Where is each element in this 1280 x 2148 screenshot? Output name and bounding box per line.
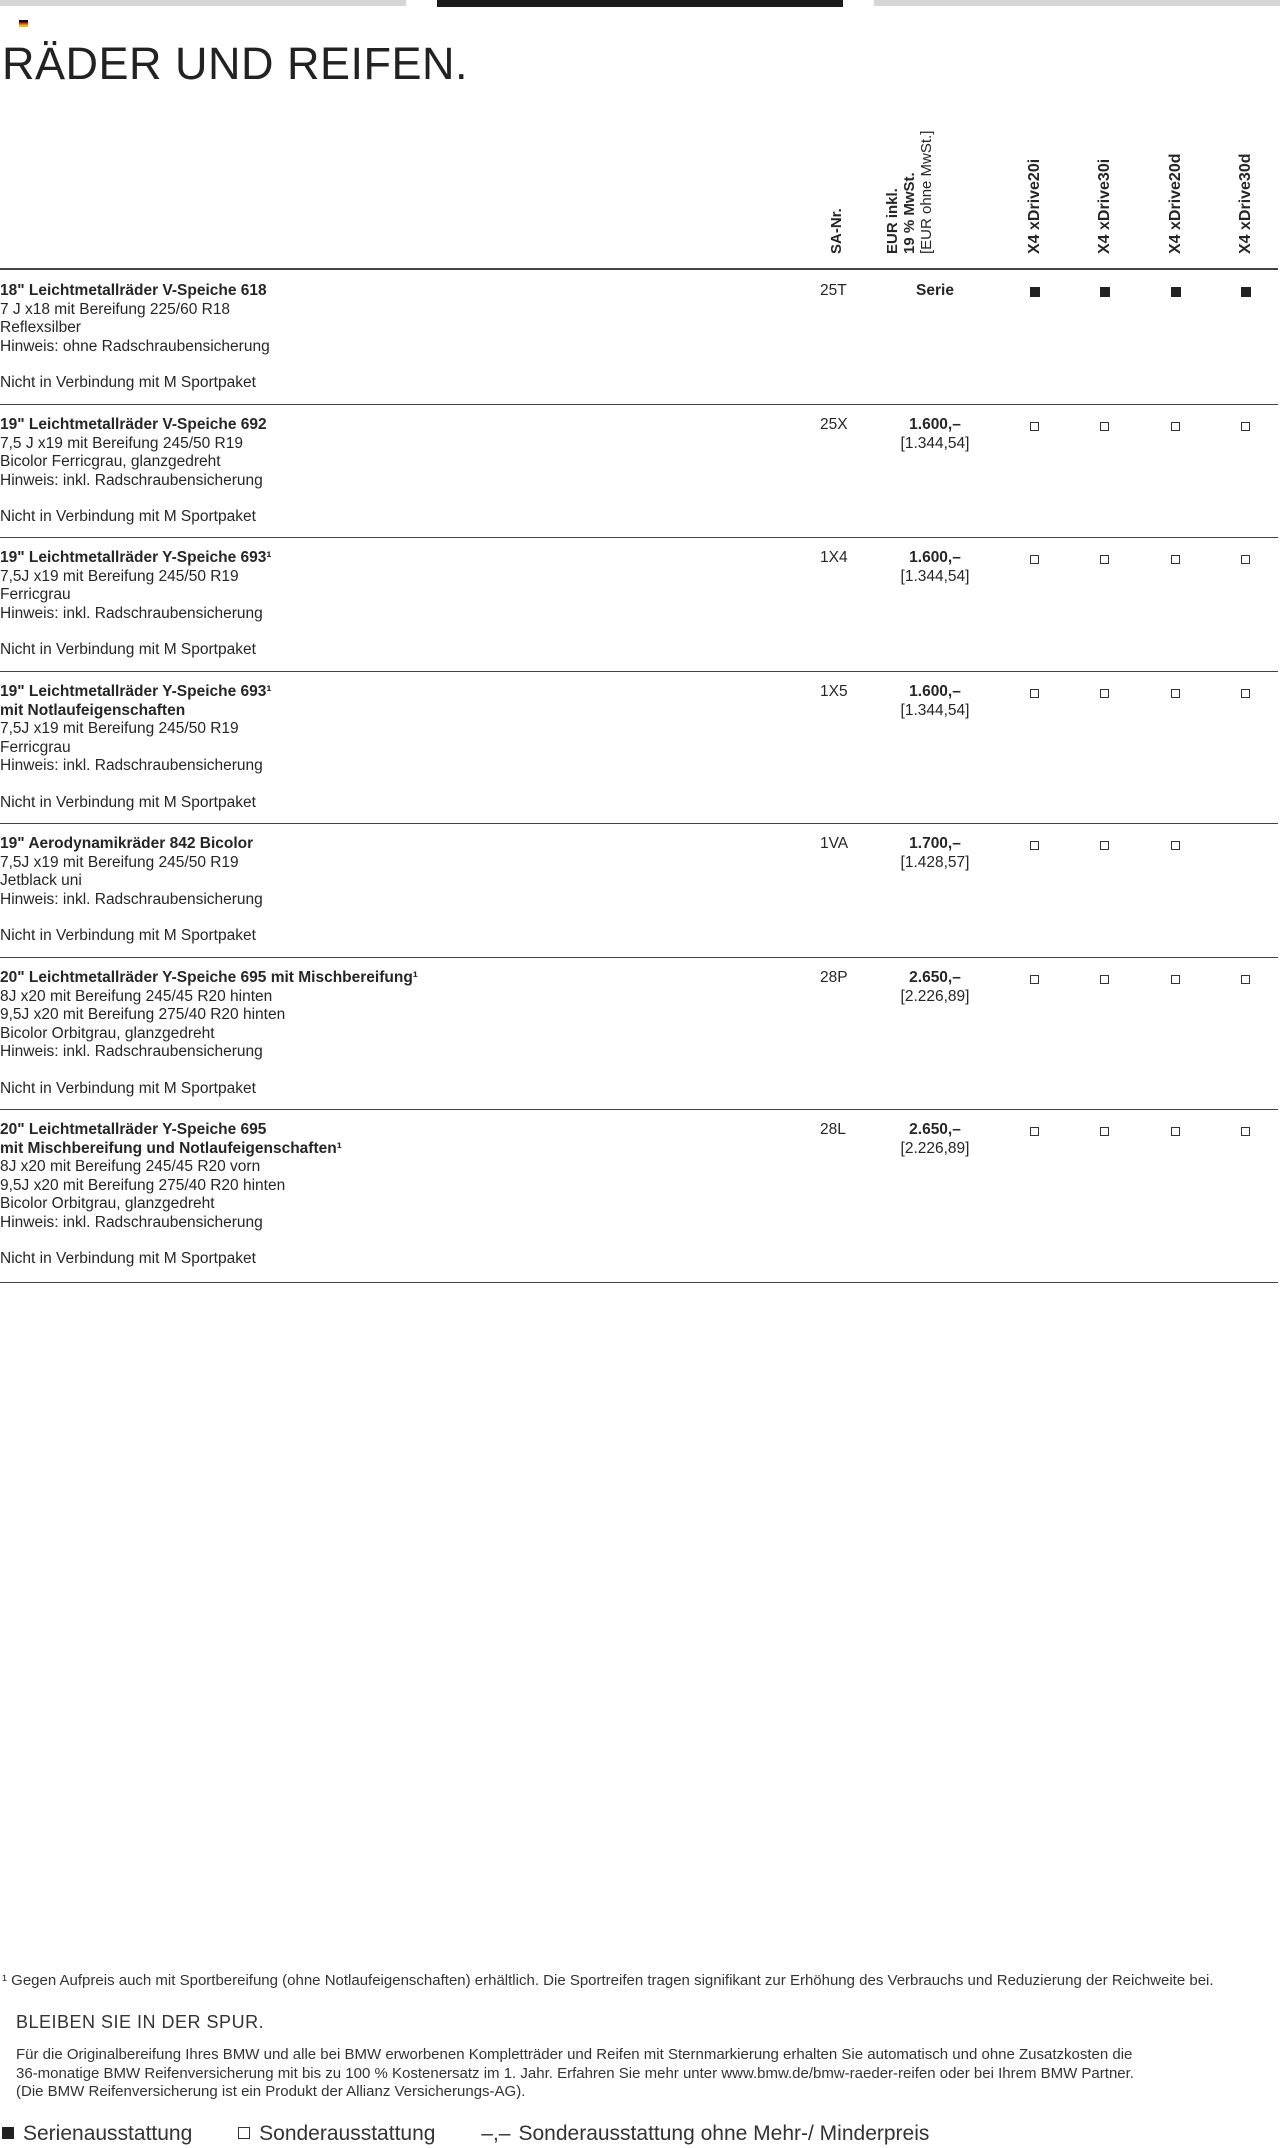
- wheel-spec-line: Reflexsilber: [0, 319, 81, 336]
- wheel-restriction-note: Nicht in Verbindung mit M Sportpaket: [0, 793, 256, 811]
- optional-equipment-icon: [1241, 422, 1250, 431]
- optional-equipment-icon: [1030, 689, 1039, 698]
- wheel-spec-line: 7,5 J x19 mit Bereifung 245/50 R19: [0, 434, 243, 452]
- page-tab-indicator-1: [0, 0, 406, 6]
- price-gross: 1.600,–: [909, 549, 961, 566]
- wheel-spec-line: Ferricgrau: [0, 738, 71, 756]
- legend-optional: [238, 2122, 435, 2146]
- legend-standard: [2, 2122, 192, 2146]
- col-header-price: [884, 131, 935, 254]
- wheel-restriction-note: Nicht in Verbindung mit M Sportpaket: [0, 1079, 256, 1097]
- page-title: RÄDER UND REIFEN.: [2, 38, 469, 89]
- price-gross: 1.600,–: [909, 683, 961, 700]
- price-gross: 2.650,–: [909, 1121, 961, 1138]
- price-cell: [880, 549, 990, 586]
- price-net: [1.344,54]: [900, 434, 970, 452]
- wheel-title: 19" Leichtmetallräder V-Speiche 692: [0, 416, 267, 433]
- page-tab-indicator-active: [437, 0, 843, 7]
- price-net: [1.428,57]: [900, 853, 970, 871]
- table-row: [0, 537, 1278, 672]
- col-header-sa-nr: SA-Nr.: [828, 208, 845, 254]
- wheel-description: [0, 683, 760, 812]
- optional-equipment-icon: [1030, 1127, 1039, 1136]
- table-row: [0, 957, 1278, 1110]
- tyre-insurance-heading: BLEIBEN SIE IN DER SPUR.: [16, 2012, 265, 2032]
- price-net: [2.226,89]: [900, 987, 970, 1005]
- sa-number: 25X: [820, 416, 848, 433]
- optional-equipment-icon: [1100, 1127, 1109, 1136]
- wheel-title-line2: mit Notlaufeigenschaften: [0, 701, 186, 719]
- wheel-description: [0, 835, 760, 946]
- wheel-title: 19" Leichtmetallräder Y-Speiche 693¹: [0, 683, 272, 700]
- price-gross: Serie: [916, 282, 954, 299]
- page-tab-indicator-3: [874, 0, 1280, 6]
- wheel-title-line2: mit Mischbereifung und Notlaufeigenschaften¹: [0, 1139, 342, 1157]
- table-row: [0, 823, 1278, 958]
- wheel-spec-line: 7,5J x19 mit Bereifung 245/50 R19: [0, 720, 239, 737]
- price-net: [1.344,54]: [900, 567, 970, 585]
- wheel-spec-line: Hinweis: inkl. Radschraubensicherung: [0, 1043, 263, 1060]
- wheel-spec-line: Hinweis: inkl. Radschraubensicherung: [0, 471, 263, 489]
- optional-equipment-icon: [1171, 689, 1180, 698]
- optional-equipment-icon: [1100, 422, 1109, 431]
- price-gross: 1.600,–: [909, 416, 961, 433]
- wheel-spec-line: Hinweis: inkl. Radschraubensicherung: [0, 757, 263, 774]
- optional-equipment-icon: [1241, 689, 1250, 698]
- standard-equipment-icon: [1100, 287, 1110, 297]
- table-row: [0, 404, 1278, 538]
- price-gross: 2.650,–: [909, 969, 961, 986]
- price-net: [1.344,54]: [900, 701, 970, 719]
- wheel-restriction-note: Nicht in Verbindung mit M Sportpaket: [0, 374, 256, 391]
- wheel-spec-line: Hinweis: ohne Radschraubensicherung: [0, 337, 270, 355]
- price-cell: [880, 969, 990, 1006]
- wheel-spec-line: 8J x20 mit Bereifung 245/45 R20 vorn: [0, 1158, 261, 1175]
- wheel-spec-line: Bicolor Orbitgrau, glanzgedreht: [0, 1195, 215, 1212]
- price-net: [2.226,89]: [900, 1139, 970, 1157]
- wheel-spec-line: 9,5J x20 mit Bereifung 275/40 R20 hinten: [0, 1176, 286, 1194]
- optional-equipment-icon: [1171, 975, 1180, 984]
- optional-equipment-icon: [1171, 841, 1180, 850]
- standard-equipment-icon: [1241, 287, 1251, 297]
- col-header-price-net: [EUR ohne MwSt.]: [918, 130, 935, 254]
- tyre-insurance-line: (Die BMW Reifenversicherung ist ein Produkt der Allianz Versicherungs-AG).: [16, 2083, 526, 2100]
- optional-equipment-icon: [1030, 841, 1039, 850]
- wheel-title: 18" Leichtmetallräder V-Speiche 618: [0, 282, 267, 299]
- optional-equipment-icon: [1241, 555, 1250, 564]
- price-cell: [880, 282, 990, 301]
- table-row: [0, 270, 1278, 405]
- standard-equipment-icon: [1030, 287, 1040, 297]
- wheel-restriction-note: Nicht in Verbindung mit M Sportpaket: [0, 927, 256, 944]
- legend-standard-label: Serienausstattung: [23, 2122, 193, 2145]
- col-header-model-3: X4 xDrive20d: [1167, 153, 1184, 254]
- optional-equipment-icon: [1030, 555, 1039, 564]
- col-header-model-4: X4 xDrive30d: [1237, 153, 1254, 254]
- no-charge-symbol: –,–: [481, 2122, 511, 2145]
- optional-equipment-icon: [1241, 975, 1250, 984]
- col-header-price-line1: EUR inkl.: [884, 188, 901, 254]
- optional-equipment-icon: [1030, 422, 1039, 431]
- price-gross: 1.700,–: [909, 835, 961, 852]
- col-header-model-1: X4 xDrive20i: [1026, 158, 1043, 254]
- wheel-description: [0, 549, 760, 660]
- price-cell: [880, 835, 990, 872]
- legend-no-charge: [481, 2122, 929, 2146]
- optional-equipment-icon: [1241, 1127, 1250, 1136]
- optional-equipment-icon: [1171, 555, 1180, 564]
- table-row: [0, 671, 1278, 824]
- wheel-spec-line: 9,5J x20 mit Bereifung 275/40 R20 hinten: [0, 1006, 286, 1023]
- wheel-spec-line: Jetblack uni: [0, 872, 82, 889]
- sa-number: 1X5: [820, 683, 848, 700]
- legend: [2, 2122, 969, 2146]
- wheel-restriction-note: Nicht in Verbindung mit M Sportpaket: [0, 641, 256, 658]
- wheel-description: [0, 282, 760, 393]
- optional-equipment-icon: [1030, 975, 1039, 984]
- price-cell: [880, 683, 990, 720]
- wheel-spec-line: 8J x20 mit Bereifung 245/45 R20 hinten: [0, 987, 273, 1005]
- optional-equipment-icon: [1100, 841, 1109, 850]
- price-cell: [880, 1121, 990, 1158]
- wheel-spec-line: Ferricgrau: [0, 586, 71, 603]
- wheel-title: 20" Leichtmetallräder Y-Speiche 695 mit Mischbereifung¹: [0, 969, 418, 986]
- standard-equipment-icon: [1171, 287, 1181, 297]
- optional-equipment-icon: [238, 2127, 250, 2139]
- sa-number: 1VA: [820, 835, 849, 852]
- wheel-spec-line: Hinweis: inkl. Radschraubensicherung: [0, 604, 263, 622]
- legend-optional-label: Sonderausstattung: [259, 2122, 436, 2145]
- wheel-title: 19" Aerodynamikräder 842 Bicolor: [0, 835, 254, 852]
- wheel-restriction-note: Nicht in Verbindung mit M Sportpaket: [0, 508, 256, 525]
- wheel-description: [0, 1121, 760, 1269]
- wheel-description: [0, 416, 760, 527]
- wheel-title: 20" Leichtmetallräder Y-Speiche 695: [0, 1121, 267, 1138]
- standard-equipment-icon: [2, 2127, 14, 2139]
- optional-equipment-icon: [1100, 975, 1109, 984]
- sa-number: 28P: [820, 969, 848, 986]
- wheel-spec-line: Bicolor Ferricgrau, glanzgedreht: [0, 453, 221, 470]
- col-header-model-2: X4 xDrive30i: [1096, 158, 1113, 254]
- tyre-insurance-line: Für die Originalbereifung Ihres BMW und alle bei BMW erworbenen Kompletträder und Reifen mit Sternmarkierung erhalten Sie automatisch und ohne Zusatzkosten die: [16, 2046, 1133, 2063]
- optional-equipment-icon: [1171, 422, 1180, 431]
- wheel-spec-line: Bicolor Orbitgrau, glanzgedreht: [0, 1024, 215, 1042]
- footnote: ¹ Gegen Aufpreis auch mit Sportbereifung (ohne Notlaufeigenschaften) erhältlich. Die Sportreifen tragen signifikant zur Erhöhung des Verbrauchs und Reduzierung der Reichweite bei.: [2, 1972, 1214, 1989]
- wheel-spec-line: Hinweis: inkl. Radschraubensicherung: [0, 890, 263, 908]
- flag-icon: [19, 20, 28, 27]
- tyre-insurance-text: [16, 2046, 1266, 2102]
- optional-equipment-icon: [1171, 1127, 1180, 1136]
- optional-equipment-icon: [1100, 555, 1109, 564]
- tyre-insurance-line: 36-monatige BMW Reifenversicherung mit bis zu 100 % Kostenersatz im 1. Jahr. Erfahren Sie mehr unter www.bmw.de/bmw-raeder-reifen oder bei Ihrem BMW Partner.: [16, 2064, 1134, 2082]
- wheel-spec-line: 7,5J x19 mit Bereifung 245/50 R19: [0, 853, 239, 871]
- sa-number: 28L: [820, 1121, 846, 1138]
- table-row: [0, 1109, 1278, 1283]
- wheel-restriction-note: Nicht in Verbindung mit M Sportpaket: [0, 1250, 256, 1267]
- wheel-title: 19" Leichtmetallräder Y-Speiche 693¹: [0, 549, 272, 566]
- sa-number: 25T: [820, 282, 847, 299]
- sa-number: 1X4: [820, 549, 848, 566]
- price-cell: [880, 416, 990, 453]
- wheel-spec-line: Hinweis: inkl. Radschraubensicherung: [0, 1213, 263, 1231]
- wheel-description: [0, 969, 760, 1098]
- wheel-spec-line: 7,5J x19 mit Bereifung 245/50 R19: [0, 567, 239, 585]
- legend-no-charge-label: Sonderausstattung ohne Mehr-/ Minderpreis: [518, 2122, 930, 2145]
- wheel-spec-line: 7 J x18 mit Bereifung 225/60 R18: [0, 300, 231, 318]
- optional-equipment-icon: [1100, 689, 1109, 698]
- col-header-price-line2: 19 % MwSt.: [901, 172, 918, 254]
